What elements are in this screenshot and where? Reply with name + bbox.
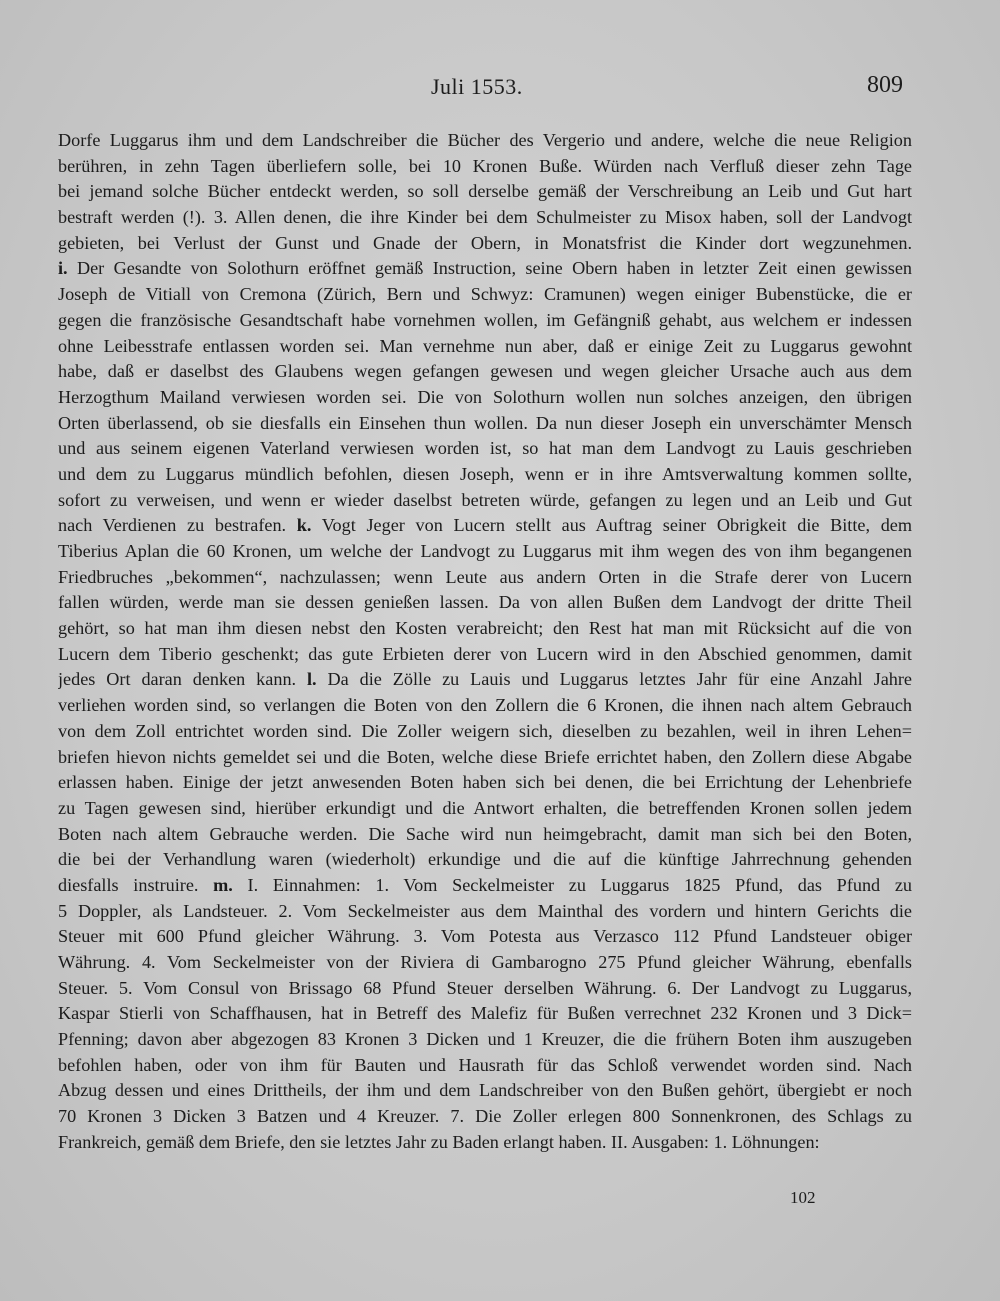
text-line: Tiberius Aplan die 60 Kronen, um welche der Landvogt zu Luggarus mit ihm wegen des von ihm begangenen <box>58 541 912 561</box>
text-line: bestraft werden (!). 3. Allen denen, die ihre Kinder bei dem Schulmeister zu Misox haben, soll der Landvogt <box>58 207 912 228</box>
text-line: gebieten, bei Verlust der Gunst und Gnade der Obern, in Monatsfrist die Kinder dort wegzunehmen. <box>58 232 912 253</box>
text-line: die bei der Verhandlung waren (wiederholt) erkundige und die auf die künftige Jahrrechnung gehenden <box>58 849 912 870</box>
text-line: Herzogthum Mailand verwiesen worden sei. Die von Solothurn wollen nun solches anzeigen, den übrigen <box>58 386 912 407</box>
page-number: 809 <box>867 72 903 98</box>
text-line: nach Verdienen zu bestrafen. k. Vogt Jeger von Lucern stellt aus Auftrag seiner Obrigkeit die Bitte, dem <box>58 515 912 536</box>
text-line: verliehen worden sind, so verlangen die Boten von den Zollern die 6 Kronen, die ihnen nach altem Gebrauch <box>58 695 912 716</box>
text-line: Orten überlassend, ob sie diesfalls ein Einsehen thun wollen. Da nun dieser Joseph ein unverschämter Mensch <box>58 412 912 433</box>
text-line: von dem Zoll entrichtet worden sind. Die Zoller weigern sich, dieselben zu bezahlen, weil in ihren Lehen= <box>58 720 912 741</box>
text-line: Frankreich, gemäß dem Briefe, den sie letztes Jahr zu Baden erlangt haben. II. Ausgaben: 1. Löhnungen: <box>58 1131 820 1152</box>
section-letter: m. <box>213 874 233 895</box>
text-line: Abzug dessen und eines Drittheils, der ihm und dem Landschreiber von den Bußen gehört, übergiebt er noch <box>58 1080 912 1101</box>
text-line: habe, daß er daselbst des Glaubens wegen gefangen gewesen und wegen gleicher Ursache auch aus dem <box>58 361 912 382</box>
text-line: Steuer. 5. Vom Consul von Brissago 68 Pfund Steuer derselben Währung. 6. Der Landvogt zu Luggarus, <box>58 977 912 998</box>
text-line: Währung. 4. Vom Seckelmeister von der Riviera di Gambarogno 275 Pfund gleicher Währung, ebenfalls <box>58 952 912 972</box>
text-line: Steuer mit 600 Pfund gleicher Währung. 3. Vom Potesta aus Verzasco 112 Pfund Landsteuer obiger <box>58 926 912 947</box>
text-line: Dorfe Luggarus ihm und dem Landschreiber die Bücher des Vergerio und andere, welche die neue Religion <box>58 130 912 150</box>
text-line: jedes Ort daran denken kann. l. Da die Zölle zu Lauis und Luggarus letztes Jahr für eine Anzahl Jahre <box>58 669 912 690</box>
section-letter: k. <box>296 515 312 536</box>
text-line: gehört, so hat man ihm diesen nebst den Kosten verabreicht; den Rest hat man mit Rücksicht auf die von <box>58 618 912 639</box>
signature-mark: 102 <box>790 1188 816 1207</box>
text-line: i. Der Gesandte von Solothurn eröffnet gemäß Instruction, seine Obern haben in letzter Zeit einen gewissen <box>58 258 912 279</box>
running-head: Juli 1553. <box>431 74 523 99</box>
text-line: 70 Kronen 3 Dicken 3 Batzen und 4 Kreuzer. 7. Die Zoller erlegen 800 Sonnenkronen, des Schlags zu <box>58 1106 912 1127</box>
text-line: erlassen haben. Einige der jetzt anwesenden Boten haben sich bei denen, die bei Errichtung der Lehenbriefe <box>58 772 912 793</box>
page-header <box>0 74 1000 110</box>
text-line: diesfalls instruire. m. I. Einnahmen: 1. Vom Seckelmeister zu Luggarus 1825 Pfund, das Pfund zu <box>58 874 912 895</box>
text-line: Boten nach altem Gebrauche werden. Die Sache wird nun heimgebracht, damit man sich bei den Boten, <box>58 823 912 844</box>
text-line: berühren, in zehn Tagen überliefern solle, bei 10 Kronen Buße. Würden nach Verfluß dieser zehn Tage <box>58 155 912 176</box>
text-line: 5 Doppler, als Landsteuer. 2. Vom Seckelmeister aus dem Mainthal des vordern und hintern Gerichts die <box>58 900 912 921</box>
text-line: und dem zu Luggarus mündlich befohlen, diesen Joseph, wenn er in ihre Amtsverwaltung kommen sollte, <box>58 463 912 484</box>
text-line: gegen die französische Gesandtschaft habe vornehmen wollen, im Gefängniß gehabt, aus welchem er indessen <box>58 309 912 330</box>
text-line: und aus seinem eigenen Vaterland verwiesen worden ist, so hat man dem Landvogt zu Lauis geschrieben <box>58 438 912 459</box>
text-line: bei jemand solche Bücher entdeckt werden, so soll derselbe gemäß der Verschreibung an Leib und Gut hart <box>58 181 912 202</box>
text-line: Joseph de Vitiall von Cremona (Zürich, Bern und Schwyz: Cramunen) wegen einiger Bubenstücke, die er <box>58 284 912 305</box>
text-line: fallen würden, werde man sie dessen genießen lassen. Da von allen Bußen dem Landvogt der dritte Theil <box>58 592 912 613</box>
text-line: Pfenning; davon aber abgezogen 83 Kronen 3 Dicken und 1 Kreuzer, die die frühern Boten ihm auszugeben <box>58 1029 912 1050</box>
section-letter: i. <box>58 258 68 279</box>
text-line: ohne Leibesstrafe entlassen worden sei. Man vernehme nun aber, daß er einige Zeit zu Luggarus gewohnt <box>58 335 912 356</box>
text-line: befohlen haben, oder von ihm für Bauten und Hausrath für das Schloß verwendet worden sind. Nach <box>58 1054 912 1075</box>
text-line: sofort zu verweisen, und wenn er wieder daselbst betreten würde, gefangen zu legen und an Leib und Gut <box>58 489 912 510</box>
text-line: Kaspar Stierli von Schaffhausen, hat in Betreff des Malefiz für Bußen verrechnet 232 Kronen und 3 Dick= <box>58 1003 912 1024</box>
text-line: Friedbruches „bekommen“, nachzulassen; wenn Leute aus andern Orten in die Strafe derer von Lucern <box>58 566 912 587</box>
text-line: briefen hievon nichts gemeldet sei und die Boten, welche diese Briefe errichtet haben, den Zollern diese Abgabe <box>58 746 912 767</box>
section-letter: l. <box>307 669 317 690</box>
body-text <box>58 128 912 1156</box>
text-line: zu Tagen gewesen sind, hierüber erkundigt und die Antwort erhalten, die betreffenden Kronen sollen jedem <box>58 797 912 818</box>
text-line: Lucern dem Tiberio geschenkt; das gute Erbieten derer von Lucern wird in den Abschied genommen, damit <box>58 643 912 664</box>
